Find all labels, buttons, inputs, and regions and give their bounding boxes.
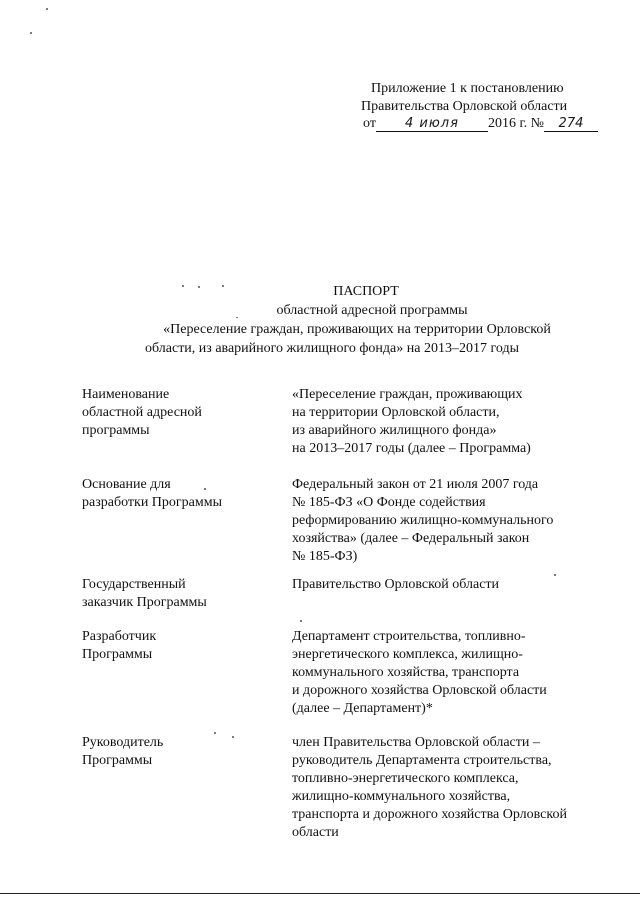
year-suffix: 2016 г. № — [487, 116, 544, 131]
value-line: топливно-энергетического комплекса, — [292, 771, 519, 786]
appendix-line-1: Приложение 1 к постановлению — [371, 81, 564, 96]
scan-speck — [214, 732, 216, 734]
title-program-name-2: области, из аварийного жилищного фонда» на 2013–2017 годы — [145, 341, 519, 356]
row-value — [292, 734, 602, 842]
label-line: областной адресной — [82, 405, 202, 420]
row-label — [82, 576, 262, 612]
label-line: Программы — [82, 753, 153, 768]
value-line: области — [292, 825, 339, 840]
handwritten-date: 4 июля — [376, 117, 488, 132]
scan-speck — [46, 8, 48, 10]
title-main: ПАСПОРТ — [333, 284, 399, 299]
value-line: (далее – Департамент)* — [292, 701, 433, 716]
scan-speck — [232, 736, 234, 738]
value-line: член Правительства Орловской области – — [292, 735, 540, 750]
value-line: Федеральный закон от 21 июля 2007 года — [292, 477, 539, 492]
label-line: Руководитель — [82, 735, 164, 750]
row-value — [292, 476, 602, 566]
row-label — [82, 628, 262, 664]
scan-speck — [554, 574, 556, 576]
scan-speck — [198, 286, 200, 288]
value-line: руководитель Департамента строительства, — [292, 753, 552, 768]
bottom-edge-line — [0, 893, 640, 894]
value-line: № 185-ФЗ «О Фонде содействия — [292, 495, 486, 510]
title-sub: областной адресной программы — [276, 303, 468, 318]
scan-speck — [222, 285, 224, 287]
value-line: энергетического комплекса, жилищно- — [292, 647, 523, 662]
label-line: Разработчик — [82, 629, 157, 644]
value-line: реформированию жилищно-коммунального — [292, 513, 554, 528]
label-line: заказчик Программы — [82, 595, 207, 610]
value-line: на 2013–2017 годы (далее – Программа) — [292, 441, 531, 456]
row-label — [82, 386, 262, 440]
label-line: Наименование — [82, 387, 170, 402]
row-value — [292, 628, 602, 718]
value-line: № 185-ФЗ) — [292, 549, 358, 564]
row-value — [292, 386, 602, 458]
value-line: жилищно-коммунального хозяйства, — [292, 789, 511, 804]
row-label — [82, 476, 262, 512]
row-value — [292, 576, 602, 594]
appendix-header — [361, 80, 631, 133]
appendix-date-line — [361, 115, 631, 133]
value-line: транспорта и дорожного хозяйства Орловской — [292, 807, 567, 822]
value-line: коммунального хозяйства, транспорта — [292, 665, 520, 680]
passport-title — [0, 282, 640, 358]
handwritten-number: 274 — [544, 117, 598, 132]
scan-speck — [236, 317, 238, 318]
scan-speck — [204, 488, 206, 490]
date-prefix: от — [363, 116, 376, 131]
label-line: программы — [82, 423, 150, 438]
scan-speck — [182, 285, 184, 287]
label-line: Основание для — [82, 477, 171, 492]
row-label — [82, 734, 262, 770]
value-line: Правительство Орловской области — [292, 577, 500, 592]
appendix-line-2: Правительства Орловской области — [361, 98, 568, 114]
value-line: из аварийного жилищного фонда» — [292, 423, 497, 438]
scan-speck — [30, 32, 32, 34]
value-line: на территории Орловской области, — [292, 405, 500, 420]
label-line: Государственный — [82, 577, 186, 592]
value-line: «Переселение граждан, проживающих — [292, 387, 523, 402]
value-line: Департамент строительства, топливно- — [292, 629, 526, 644]
label-line: Программы — [82, 647, 153, 662]
value-line: хозяйства» (далее – Федеральный закон — [292, 531, 530, 546]
scan-speck — [300, 620, 302, 622]
value-line: и дорожного хозяйства Орловской области — [292, 683, 547, 698]
title-program-name-1: «Переселение граждан, проживающих на территории Орловской — [163, 322, 551, 337]
label-line: разработки Программы — [82, 495, 222, 510]
